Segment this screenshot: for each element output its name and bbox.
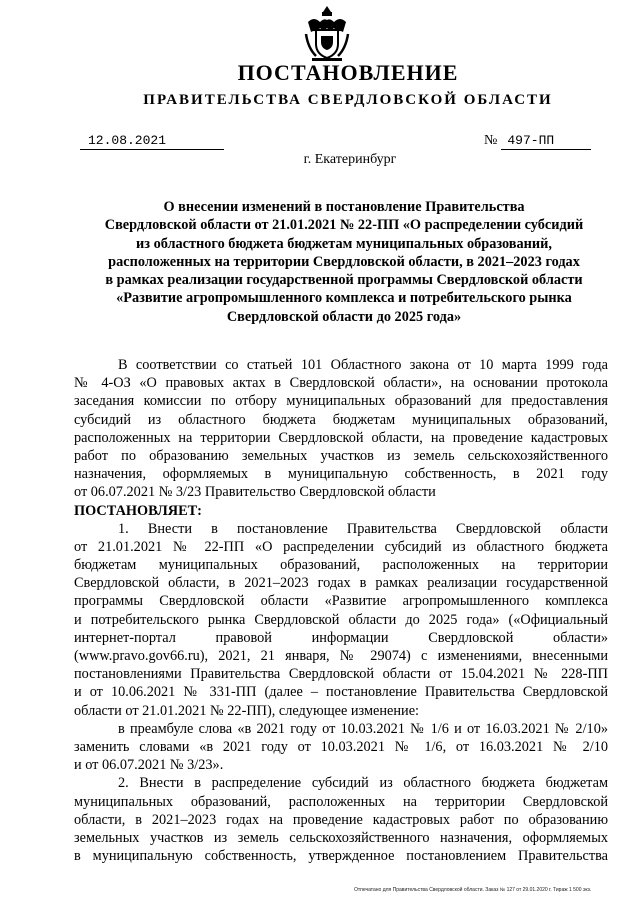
body-line: субсидий из областного бюджета бюджетам муниципальных образований, — [74, 411, 608, 428]
body-line: от 06.07.2021 № 3/23 Правительство Свердловской области — [74, 484, 436, 501]
document-number-field — [484, 133, 591, 150]
body-line: заседания комиссии по отбору муниципальных образований для предоставления — [74, 393, 608, 410]
heading-line: из областного бюджета бюджетам муниципальных образований, — [136, 235, 552, 252]
body-line: и от 06.07.2021 № 3/23». — [74, 757, 224, 774]
body-line: 1. Внести в постановление Правительства Свердловской области — [118, 520, 608, 537]
body-line: В соответствии со статьей 101 Областного закона от 10 марта 1999 года — [118, 357, 608, 373]
document-heading — [80, 198, 608, 326]
body-line: работ по образованию земельных участков из земель сельскохозяйственного — [74, 447, 608, 464]
body-line: в преамбуле слова «в 2021 году от 10.03.2021 № 1/6 и от 16.03.2021 № 2/10» — [118, 720, 608, 737]
body-line: постановлениями Правительства Свердловской области от 15.04.2021 № 228-ПП — [74, 666, 608, 683]
body-line: интернет-портал правовой информации Свердловской области» — [74, 629, 608, 646]
body-line: и от 10.06.2021 № 331-ПП (далее – постановление Правительства Свердловской — [74, 684, 608, 701]
number-prefix: № — [484, 133, 498, 148]
body-line: в муниципальную собственность, утвержденное постановлением Правительства — [74, 848, 608, 865]
body-line: заменить словами «в 2021 году от 10.03.2021 № 1/6, от 16.03.2021 № 2/10 — [74, 738, 608, 755]
body-line: области от 21.01.2021 № 22-ПП), следующее изменение: — [74, 702, 420, 719]
body-line: № 4-ОЗ «О правовых актах в Свердловской области», на основании протокола — [74, 375, 608, 392]
heading-line: О внесении изменений в постановление Правительства — [163, 199, 525, 215]
document-body — [74, 356, 608, 865]
body-line: 2. Внести в распределение субсидий из областного бюджета бюджетам — [118, 775, 608, 792]
heading-line: Свердловской области до 2025 года» — [226, 308, 462, 325]
document-title: ПОСТАНОВЛЕНИЕ — [237, 60, 459, 85]
heading-line: Свердловской области от 21.01.2021 № 22-ПП «О распределении субсидий — [104, 217, 584, 234]
city-line: г. Екатеринбург — [303, 152, 397, 167]
body-line: земельных участков из земель сельскохозяйственного назначения, оформляемых — [74, 829, 608, 846]
heading-line: расположенных на территории Свердловской области, в 2021–2023 годах — [108, 253, 580, 270]
body-line: и потребительского рынка Свердловской области до 2025 года» («Официальный — [74, 611, 608, 628]
body-line: Свердловской области, в 2021–2023 годах в рамках реализации государственной — [74, 575, 608, 592]
document-date: 12.08.2021 — [80, 133, 224, 150]
body-line: бюджетам муниципальных образований, расположенных на территории — [74, 557, 608, 574]
document-subtitle: ПРАВИТЕЛЬСТВА СВЕРДЛОВСКОЙ ОБЛАСТИ — [143, 92, 553, 108]
decree-keyword: ПОСТАНОВЛЯЕТ: — [74, 502, 202, 519]
body-line: области, в 2021–2023 годах на проведение кадастровых работ по образованию — [74, 811, 608, 828]
document-number: 497-ПП — [501, 133, 591, 150]
body-line: муниципальных образований, расположенных на территории Свердловской — [74, 793, 608, 810]
body-line: назначения, оформляемых в муниципальную собственность, в 2021 году — [74, 466, 608, 483]
heading-line: в рамках реализации государственной программы Свердловской области — [105, 272, 583, 289]
body-line: расположенных на территории Свердловской области, на проведение кадастровых — [74, 429, 608, 446]
print-footer: Отпечатано для Правительства Свердловской области. Заказ № 127 от 29.01.2020 г. Тираж 1 500 экз. — [354, 887, 592, 893]
heading-line: «Развитие агропромышленного комплекса и потребительского рынка — [116, 290, 572, 307]
body-line: (www.pravo.gov66.ru), 2021, 21 января, № 29074) с изменениями, внесенными — [74, 648, 608, 664]
body-line: от 21.01.2021 № 22-ПП «О распределении субсидий из областного бюджета — [74, 538, 608, 555]
body-line: программы Свердловской области «Развитие агропромышленного комплекса — [74, 593, 608, 610]
coat-of-arms-icon — [302, 4, 352, 62]
